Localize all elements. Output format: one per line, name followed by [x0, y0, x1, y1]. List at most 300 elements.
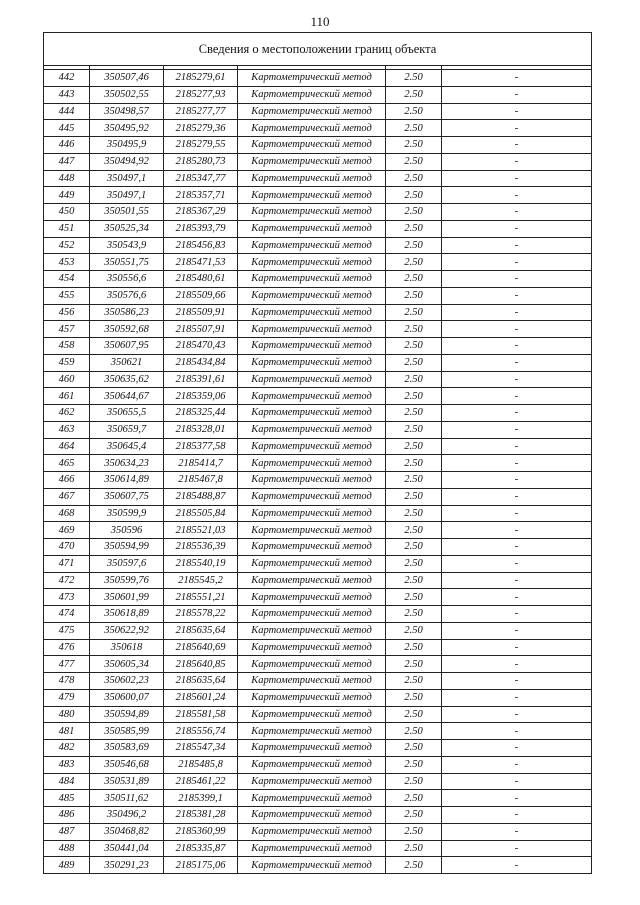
y-coordinate-cell: 2185279,61 [164, 70, 238, 87]
method-cell: Картометрический метод [238, 354, 386, 371]
table-row [44, 723, 592, 740]
y-coordinate-cell: 2185277,93 [164, 86, 238, 103]
x-coordinate-cell: 350618,89 [90, 606, 164, 623]
point-number-cell: 470 [44, 539, 90, 556]
x-coordinate-cell: 350621 [90, 354, 164, 371]
y-coordinate-cell: 2185393,79 [164, 220, 238, 237]
point-number-cell: 457 [44, 321, 90, 338]
y-coordinate-cell: 2185505,84 [164, 505, 238, 522]
description-cell: - [442, 70, 592, 87]
point-number-cell: 449 [44, 187, 90, 204]
table-row [44, 706, 592, 723]
description-cell: - [442, 622, 592, 639]
x-coordinate-cell: 350659,7 [90, 421, 164, 438]
description-cell: - [442, 555, 592, 572]
method-cell: Картометрический метод [238, 237, 386, 254]
description-cell: - [442, 639, 592, 656]
y-coordinate-cell: 2185640,69 [164, 639, 238, 656]
table-row [44, 455, 592, 472]
method-cell: Картометрический метод [238, 388, 386, 405]
method-cell: Картометрический метод [238, 137, 386, 154]
description-cell: - [442, 773, 592, 790]
accuracy-cell: 2.50 [386, 220, 442, 237]
method-cell: Картометрический метод [238, 522, 386, 539]
point-number-cell: 463 [44, 421, 90, 438]
method-cell: Картометрический метод [238, 689, 386, 706]
table-row [44, 790, 592, 807]
table-row [44, 656, 592, 673]
point-number-cell: 472 [44, 572, 90, 589]
table-row [44, 857, 592, 874]
table-row [44, 622, 592, 639]
accuracy-cell: 2.50 [386, 790, 442, 807]
table-row [44, 204, 592, 221]
y-coordinate-cell: 2185434,84 [164, 354, 238, 371]
table-row [44, 539, 592, 556]
description-cell: - [442, 823, 592, 840]
accuracy-cell: 2.50 [386, 807, 442, 824]
y-coordinate-cell: 2185547,34 [164, 740, 238, 757]
table-row [44, 522, 592, 539]
accuracy-cell: 2.50 [386, 70, 442, 87]
x-coordinate-cell: 350585,99 [90, 723, 164, 740]
point-number-cell: 481 [44, 723, 90, 740]
point-number-cell: 442 [44, 70, 90, 87]
accuracy-cell: 2.50 [386, 723, 442, 740]
point-number-cell: 451 [44, 220, 90, 237]
y-coordinate-cell: 2185635,64 [164, 622, 238, 639]
accuracy-cell: 2.50 [386, 304, 442, 321]
method-cell: Картометрический метод [238, 271, 386, 288]
table-row [44, 103, 592, 120]
accuracy-cell: 2.50 [386, 354, 442, 371]
y-coordinate-cell: 2185467,8 [164, 472, 238, 489]
table-row [44, 388, 592, 405]
x-coordinate-cell: 350441,04 [90, 840, 164, 857]
point-number-cell: 467 [44, 488, 90, 505]
description-cell: - [442, 153, 592, 170]
accuracy-cell: 2.50 [386, 589, 442, 606]
point-number-cell: 476 [44, 639, 90, 656]
y-coordinate-cell: 2185360,99 [164, 823, 238, 840]
description-cell: - [442, 572, 592, 589]
point-number-cell: 452 [44, 237, 90, 254]
table-row [44, 354, 592, 371]
y-coordinate-cell: 2185359,06 [164, 388, 238, 405]
point-number-cell: 453 [44, 254, 90, 271]
description-cell: - [442, 689, 592, 706]
accuracy-cell: 2.50 [386, 438, 442, 455]
point-number-cell: 466 [44, 472, 90, 489]
x-coordinate-cell: 350622,92 [90, 622, 164, 639]
table-row [44, 589, 592, 606]
table-row [44, 505, 592, 522]
y-coordinate-cell: 2185391,61 [164, 371, 238, 388]
description-cell: - [442, 287, 592, 304]
y-coordinate-cell: 2185471,53 [164, 254, 238, 271]
method-cell: Картометрический метод [238, 438, 386, 455]
method-cell: Картометрический метод [238, 287, 386, 304]
x-coordinate-cell: 350655,5 [90, 405, 164, 422]
y-coordinate-cell: 2185377,58 [164, 438, 238, 455]
point-number-cell: 458 [44, 338, 90, 355]
x-coordinate-cell: 350291,23 [90, 857, 164, 874]
method-cell: Картометрический метод [238, 472, 386, 489]
point-number-cell: 455 [44, 287, 90, 304]
x-coordinate-cell: 350607,95 [90, 338, 164, 355]
point-number-cell: 489 [44, 857, 90, 874]
method-cell: Картометрический метод [238, 790, 386, 807]
table-row [44, 254, 592, 271]
page-number: 110 [310, 14, 330, 29]
x-coordinate-cell: 350501,55 [90, 204, 164, 221]
table-row [44, 405, 592, 422]
table-row [44, 70, 592, 87]
x-coordinate-cell: 350495,9 [90, 137, 164, 154]
point-number-cell: 473 [44, 589, 90, 606]
description-cell: - [442, 338, 592, 355]
method-cell: Картометрический метод [238, 740, 386, 757]
x-coordinate-cell: 350502,55 [90, 86, 164, 103]
boundary-coordinates-table [43, 32, 592, 874]
table-row [44, 304, 592, 321]
point-number-cell: 480 [44, 706, 90, 723]
x-coordinate-cell: 350511,62 [90, 790, 164, 807]
accuracy-cell: 2.50 [386, 740, 442, 757]
accuracy-cell: 2.50 [386, 522, 442, 539]
accuracy-cell: 2.50 [386, 606, 442, 623]
table-row [44, 438, 592, 455]
point-number-cell: 485 [44, 790, 90, 807]
x-coordinate-cell: 350601,99 [90, 589, 164, 606]
table-row [44, 488, 592, 505]
x-coordinate-cell: 350551,75 [90, 254, 164, 271]
method-cell: Картометрический метод [238, 455, 386, 472]
table-row [44, 689, 592, 706]
method-cell: Картометрический метод [238, 539, 386, 556]
x-coordinate-cell: 350546,68 [90, 756, 164, 773]
accuracy-cell: 2.50 [386, 488, 442, 505]
y-coordinate-cell: 2185325,44 [164, 405, 238, 422]
point-number-cell: 444 [44, 103, 90, 120]
point-number-cell: 484 [44, 773, 90, 790]
table-row [44, 187, 592, 204]
x-coordinate-cell: 350583,69 [90, 740, 164, 757]
accuracy-cell: 2.50 [386, 388, 442, 405]
x-coordinate-cell: 350614,89 [90, 472, 164, 489]
x-coordinate-cell: 350592,68 [90, 321, 164, 338]
accuracy-cell: 2.50 [386, 237, 442, 254]
accuracy-cell: 2.50 [386, 840, 442, 857]
x-coordinate-cell: 350602,23 [90, 673, 164, 690]
method-cell: Картометрический метод [238, 706, 386, 723]
point-number-cell: 475 [44, 622, 90, 639]
description-cell: - [442, 539, 592, 556]
description-cell: - [442, 321, 592, 338]
y-coordinate-cell: 2185540,19 [164, 555, 238, 572]
accuracy-cell: 2.50 [386, 86, 442, 103]
y-coordinate-cell: 2185381,28 [164, 807, 238, 824]
method-cell: Картометрический метод [238, 86, 386, 103]
y-coordinate-cell: 2185536,39 [164, 539, 238, 556]
y-coordinate-cell: 2185485,8 [164, 756, 238, 773]
y-coordinate-cell: 2185279,36 [164, 120, 238, 137]
method-cell: Картометрический метод [238, 120, 386, 137]
table-title-row [44, 33, 592, 66]
table-row [44, 86, 592, 103]
description-cell: - [442, 421, 592, 438]
method-cell: Картометрический метод [238, 857, 386, 874]
description-cell: - [442, 204, 592, 221]
method-cell: Картометрический метод [238, 622, 386, 639]
y-coordinate-cell: 2185456,83 [164, 237, 238, 254]
method-cell: Картометрический метод [238, 338, 386, 355]
y-coordinate-cell: 2185601,24 [164, 689, 238, 706]
description-cell: - [442, 840, 592, 857]
accuracy-cell: 2.50 [386, 204, 442, 221]
method-cell: Картометрический метод [238, 756, 386, 773]
table-row [44, 371, 592, 388]
method-cell: Картометрический метод [238, 572, 386, 589]
y-coordinate-cell: 2185399,1 [164, 790, 238, 807]
point-number-cell: 460 [44, 371, 90, 388]
method-cell: Картометрический метод [238, 555, 386, 572]
description-cell: - [442, 438, 592, 455]
point-number-cell: 468 [44, 505, 90, 522]
point-number-cell: 488 [44, 840, 90, 857]
accuracy-cell: 2.50 [386, 120, 442, 137]
description-cell: - [442, 790, 592, 807]
table-body [44, 70, 592, 874]
table-row [44, 555, 592, 572]
table-title: Сведения о местоположении границ объекта [44, 33, 592, 66]
method-cell: Картометрический метод [238, 220, 386, 237]
table-row [44, 120, 592, 137]
method-cell: Картометрический метод [238, 673, 386, 690]
y-coordinate-cell: 2185509,91 [164, 304, 238, 321]
method-cell: Картометрический метод [238, 170, 386, 187]
method-cell: Картометрический метод [238, 773, 386, 790]
table-row [44, 740, 592, 757]
y-coordinate-cell: 2185635,64 [164, 673, 238, 690]
accuracy-cell: 2.50 [386, 773, 442, 790]
y-coordinate-cell: 2185640,85 [164, 656, 238, 673]
y-coordinate-cell: 2185551,21 [164, 589, 238, 606]
table-row [44, 421, 592, 438]
point-number-cell: 482 [44, 740, 90, 757]
accuracy-cell: 2.50 [386, 472, 442, 489]
y-coordinate-cell: 2185367,29 [164, 204, 238, 221]
y-coordinate-cell: 2185279,55 [164, 137, 238, 154]
y-coordinate-cell: 2185470,43 [164, 338, 238, 355]
accuracy-cell: 2.50 [386, 187, 442, 204]
y-coordinate-cell: 2185328,01 [164, 421, 238, 438]
table-row [44, 237, 592, 254]
accuracy-cell: 2.50 [386, 572, 442, 589]
x-coordinate-cell: 350556,6 [90, 271, 164, 288]
point-number-cell: 471 [44, 555, 90, 572]
method-cell: Картометрический метод [238, 70, 386, 87]
description-cell: - [442, 706, 592, 723]
description-cell: - [442, 472, 592, 489]
accuracy-cell: 2.50 [386, 857, 442, 874]
x-coordinate-cell: 350644,67 [90, 388, 164, 405]
point-number-cell: 469 [44, 522, 90, 539]
description-cell: - [442, 103, 592, 120]
x-coordinate-cell: 350600,07 [90, 689, 164, 706]
method-cell: Картометрический метод [238, 204, 386, 221]
method-cell: Картометрический метод [238, 723, 386, 740]
accuracy-cell: 2.50 [386, 555, 442, 572]
point-number-cell: 443 [44, 86, 90, 103]
method-cell: Картометрический метод [238, 153, 386, 170]
method-cell: Картометрический метод [238, 639, 386, 656]
table-row [44, 472, 592, 489]
point-number-cell: 446 [44, 137, 90, 154]
point-number-cell: 464 [44, 438, 90, 455]
y-coordinate-cell: 2185581,58 [164, 706, 238, 723]
table-row [44, 153, 592, 170]
accuracy-cell: 2.50 [386, 756, 442, 773]
table-row [44, 756, 592, 773]
method-cell: Картометрический метод [238, 405, 386, 422]
point-number-cell: 487 [44, 823, 90, 840]
description-cell: - [442, 606, 592, 623]
accuracy-cell: 2.50 [386, 539, 442, 556]
accuracy-cell: 2.50 [386, 421, 442, 438]
table-row [44, 220, 592, 237]
y-coordinate-cell: 2185556,74 [164, 723, 238, 740]
accuracy-cell: 2.50 [386, 656, 442, 673]
accuracy-cell: 2.50 [386, 137, 442, 154]
description-cell: - [442, 220, 592, 237]
y-coordinate-cell: 2185335,87 [164, 840, 238, 857]
description-cell: - [442, 723, 592, 740]
x-coordinate-cell: 350576,6 [90, 287, 164, 304]
description-cell: - [442, 756, 592, 773]
method-cell: Картометрический метод [238, 371, 386, 388]
method-cell: Картометрический метод [238, 606, 386, 623]
accuracy-cell: 2.50 [386, 271, 442, 288]
y-coordinate-cell: 2185578,22 [164, 606, 238, 623]
description-cell: - [442, 170, 592, 187]
y-coordinate-cell: 2185488,87 [164, 488, 238, 505]
x-coordinate-cell: 350594,99 [90, 539, 164, 556]
point-number-cell: 474 [44, 606, 90, 623]
description-cell: - [442, 488, 592, 505]
accuracy-cell: 2.50 [386, 455, 442, 472]
point-number-cell: 462 [44, 405, 90, 422]
description-cell: - [442, 187, 592, 204]
table-row [44, 338, 592, 355]
description-cell: - [442, 237, 592, 254]
x-coordinate-cell: 350597,6 [90, 555, 164, 572]
description-cell: - [442, 86, 592, 103]
method-cell: Картометрический метод [238, 304, 386, 321]
y-coordinate-cell: 2185414,7 [164, 455, 238, 472]
method-cell: Картометрический метод [238, 823, 386, 840]
x-coordinate-cell: 350618 [90, 639, 164, 656]
x-coordinate-cell: 350635,62 [90, 371, 164, 388]
description-cell: - [442, 505, 592, 522]
x-coordinate-cell: 350494,92 [90, 153, 164, 170]
y-coordinate-cell: 2185545,2 [164, 572, 238, 589]
x-coordinate-cell: 350645,4 [90, 438, 164, 455]
description-cell: - [442, 589, 592, 606]
point-number-cell: 448 [44, 170, 90, 187]
accuracy-cell: 2.50 [386, 673, 442, 690]
table-row [44, 606, 592, 623]
method-cell: Картометрический метод [238, 187, 386, 204]
description-cell: - [442, 388, 592, 405]
x-coordinate-cell: 350497,1 [90, 170, 164, 187]
point-number-cell: 447 [44, 153, 90, 170]
point-number-cell: 459 [44, 354, 90, 371]
x-coordinate-cell: 350496,2 [90, 807, 164, 824]
x-coordinate-cell: 350605,34 [90, 656, 164, 673]
point-number-cell: 479 [44, 689, 90, 706]
x-coordinate-cell: 350498,57 [90, 103, 164, 120]
description-cell: - [442, 673, 592, 690]
accuracy-cell: 2.50 [386, 254, 442, 271]
x-coordinate-cell: 350586,23 [90, 304, 164, 321]
accuracy-cell: 2.50 [386, 706, 442, 723]
method-cell: Картометрический метод [238, 589, 386, 606]
description-cell: - [442, 807, 592, 824]
table-row [44, 840, 592, 857]
method-cell: Картометрический метод [238, 840, 386, 857]
accuracy-cell: 2.50 [386, 505, 442, 522]
y-coordinate-cell: 2185357,71 [164, 187, 238, 204]
y-coordinate-cell: 2185277,77 [164, 103, 238, 120]
table-row [44, 639, 592, 656]
method-cell: Картометрический метод [238, 321, 386, 338]
point-number-cell: 454 [44, 271, 90, 288]
accuracy-cell: 2.50 [386, 689, 442, 706]
point-number-cell: 483 [44, 756, 90, 773]
description-cell: - [442, 405, 592, 422]
description-cell: - [442, 271, 592, 288]
description-cell: - [442, 857, 592, 874]
table-row [44, 773, 592, 790]
description-cell: - [442, 137, 592, 154]
point-number-cell: 486 [44, 807, 90, 824]
x-coordinate-cell: 350596 [90, 522, 164, 539]
y-coordinate-cell: 2185507,91 [164, 321, 238, 338]
description-cell: - [442, 371, 592, 388]
accuracy-cell: 2.50 [386, 103, 442, 120]
point-number-cell: 478 [44, 673, 90, 690]
table-row [44, 572, 592, 589]
table-row [44, 137, 592, 154]
y-coordinate-cell: 2185480,61 [164, 271, 238, 288]
y-coordinate-cell: 2185175,06 [164, 857, 238, 874]
table-row [44, 271, 592, 288]
table-row [44, 287, 592, 304]
table-row [44, 807, 592, 824]
accuracy-cell: 2.50 [386, 639, 442, 656]
description-cell: - [442, 656, 592, 673]
description-cell: - [442, 354, 592, 371]
accuracy-cell: 2.50 [386, 823, 442, 840]
description-cell: - [442, 304, 592, 321]
point-number-cell: 465 [44, 455, 90, 472]
point-number-cell: 450 [44, 204, 90, 221]
x-coordinate-cell: 350543,9 [90, 237, 164, 254]
x-coordinate-cell: 350607,75 [90, 488, 164, 505]
method-cell: Картометрический метод [238, 103, 386, 120]
y-coordinate-cell: 2185280,73 [164, 153, 238, 170]
